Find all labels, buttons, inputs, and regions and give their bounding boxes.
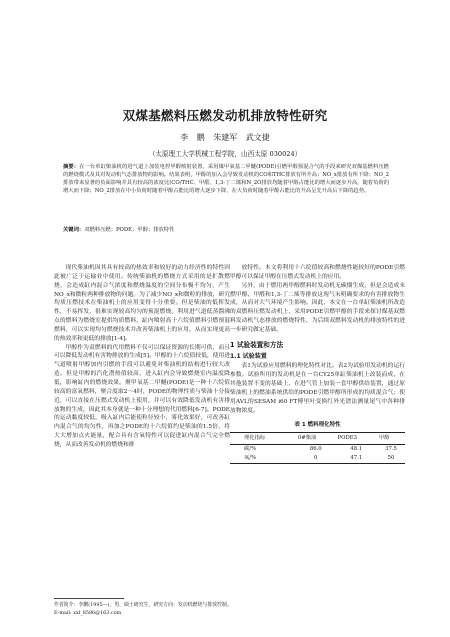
author-name: 武文捷 [245, 133, 270, 142]
table-caption: 表 1 燃料理化特性 [294, 421, 341, 428]
table-header-row [230, 433, 405, 445]
footnote-author-bio: 作者简介：李鹏(1995—)，男，硕士研究生，研究方向：发动机燃烧与排放控制。 [54, 602, 232, 608]
abstract-label: 摘要： [63, 164, 80, 170]
table-row [230, 454, 405, 464]
table-header-cell: 0#柴油 [296, 433, 336, 445]
fuel-properties-table [230, 432, 405, 464]
table-cell: 碳/% [244, 446, 257, 453]
author-name: 朱建军 [213, 133, 238, 142]
left-column [54, 264, 230, 450]
table-cell: 50 [377, 454, 405, 464]
table-cell: 47.1 [336, 454, 377, 464]
author-name: 李 鹏 [180, 133, 205, 142]
table-header-cell: 甲醇 [377, 433, 405, 445]
section-heading: 1 试验装置和方法 [230, 340, 284, 349]
table-cell: 86.0 [309, 446, 322, 453]
table-cell: 0 [296, 454, 336, 464]
body-paragraph: 表1为试验应用燃料的理化特性对比。表2为试验用发动机的运行参数。试验所用的发动机是在一台CY25单缸柴油机上改装而成，在其他装置不变的基础上，在进气管上加装一套甲醇供给装置，通过原柴油机上的燃油系统供给的PODE引燃甲醇所形成的均质混合气；使用AVL的SESAM i60 FT傅里叶变换红外光谱法测量尾气中各种排放物浓度。 [230, 363, 405, 414]
table-cell: 氧/% [230, 454, 296, 464]
affiliation: （太原理工大学机械工程学院，山西太原 030024） [148, 150, 302, 158]
paper-title: 双煤基燃料压燃发动机排放特性研究 [122, 108, 328, 123]
keywords-text: 双燃料压燃；PODE；甲醇；排放特性 [84, 227, 175, 233]
footnote [54, 602, 254, 617]
footnote-divider [54, 598, 124, 599]
table-cell: 48.1 [350, 446, 363, 453]
keywords-label: 关键词： [63, 227, 85, 233]
right-column [230, 264, 405, 464]
subsection-heading: 1.1 试验装置 [230, 352, 267, 360]
table-cell: 37.5 [385, 446, 397, 453]
abstract [63, 163, 389, 195]
body-paragraph: 放特性。本文将利用十六烷值较高和燃烧性能较好的PODE引燃甲醇可以保证甲醇在压燃式发动机上的应用。 [230, 265, 405, 280]
body-paragraph: 甲醇作为双燃料的代用燃料不仅可以保证资源的长期可供，而且可以降低发动机有害物排放的生成[5]。甲醇的十六烷值较低，使用进气道喷射甲醇加内引燃的手段可以避免对柴油机的结构进行较大改造。但是甲醇的汽化潜热值较高，进入缸内会导致燃烧室内温度降低，影响缸内的燃烧效果。聚甲氧基二甲醚(PODE)是一种十六烷值较高的富氧燃料，聚合度取2～4时，PODE的物理性质与柴油十分接近，可以直接在压燃式发动机上使用，并可以有效降低发动机有害排放物的生成，因此其本身就是一种十分理想的代用燃料[6-7]。PODE的运动黏度较低，吸入缸内后能使粒径较小，雾化效果好，可改善缸内混合气的均匀性，再加之PODE的十六烷值约是柴油的1.5倍，将大大增加点火能量，配合具有含氧特性可以促进缸内混合气完全燃烧，从而改善发动机的燃烧和排 [54, 344, 230, 448]
abstract-text: 在一台单缸柴油机的进气道上加装电控甲醇喷射装置，采用煤甲氧基二甲醚(PODE)引燃甲醇预混合气的手段来研究双煤基燃料压燃的燃烧模式及其对发动机气态排放物的影响。结果表明，甲醇的加入会导致发动机的CO和THC排放有所升高；NO_x排放有所下降；NO_2排放带来显著的负面影响并具有较高的浓度比(CO/THC、甲醛、1,3-丁二烯和N_2O排放均随着甲醇占能比的增大而逐步升高，随着负荷的增大而下降；NO_2排放在中小负荷时随着甲醇占能比的增大逐步下降，在大负荷时随着甲醇占能比的升高呈先升高后下降的趋势。 [63, 164, 389, 195]
table-row [230, 445, 405, 455]
author-list [0, 132, 450, 143]
body-paragraph: 现代柴油机因其具有较高的热效率和较好的动力经济性的特性因此被广泛于运输业中使用。传统柴油机的燃烧方式采用的是扩散燃烧，会造成缸内混合气浓度和燃烧温度的空间分布极不均匀，产生NO_x和微粒两种排放物的问题。为了减少NO_x和微粒的排放，研究均质压燃技术在柴油机上的应用变得十分重要。但是柴油的低挥发性，不易挥发，很难实现较高均匀的预混燃烧。利用进气道低蒸馏沸点的燃料为燃烧室提供均质燃料，缸内喷射高十六烷值燃料引燃预混燃料，可以实现均匀燃烧技术并改善柴油机上的应用，从而实现更高的热效率和更低的排放[1-4]。 [54, 265, 230, 342]
table-header-cell: 理化指标 [230, 433, 296, 445]
keywords [63, 226, 389, 234]
footnote-email: E-mail: xxl_8586@163.com [54, 609, 122, 616]
table-header-cell: PODE3 [336, 433, 377, 445]
body-paragraph: 另外，由于燃用两甲醇燃料时发动机无碳烟生成，但是会造成未燃甲醇、甲醛和1,3-丁二烯等排放这现气未明确要求的有害排放物生成，从而对大气环境产生影响。因此，本文在一台单缸柴油机所改造的双燃料压燃发动机上，采用PODE引燃甲醇的手段来探讨煤基双燃料发动机气态排放的燃烧特性，为后续双燃料发动机的排放特性的进一步研究做定基础。 [230, 282, 405, 333]
